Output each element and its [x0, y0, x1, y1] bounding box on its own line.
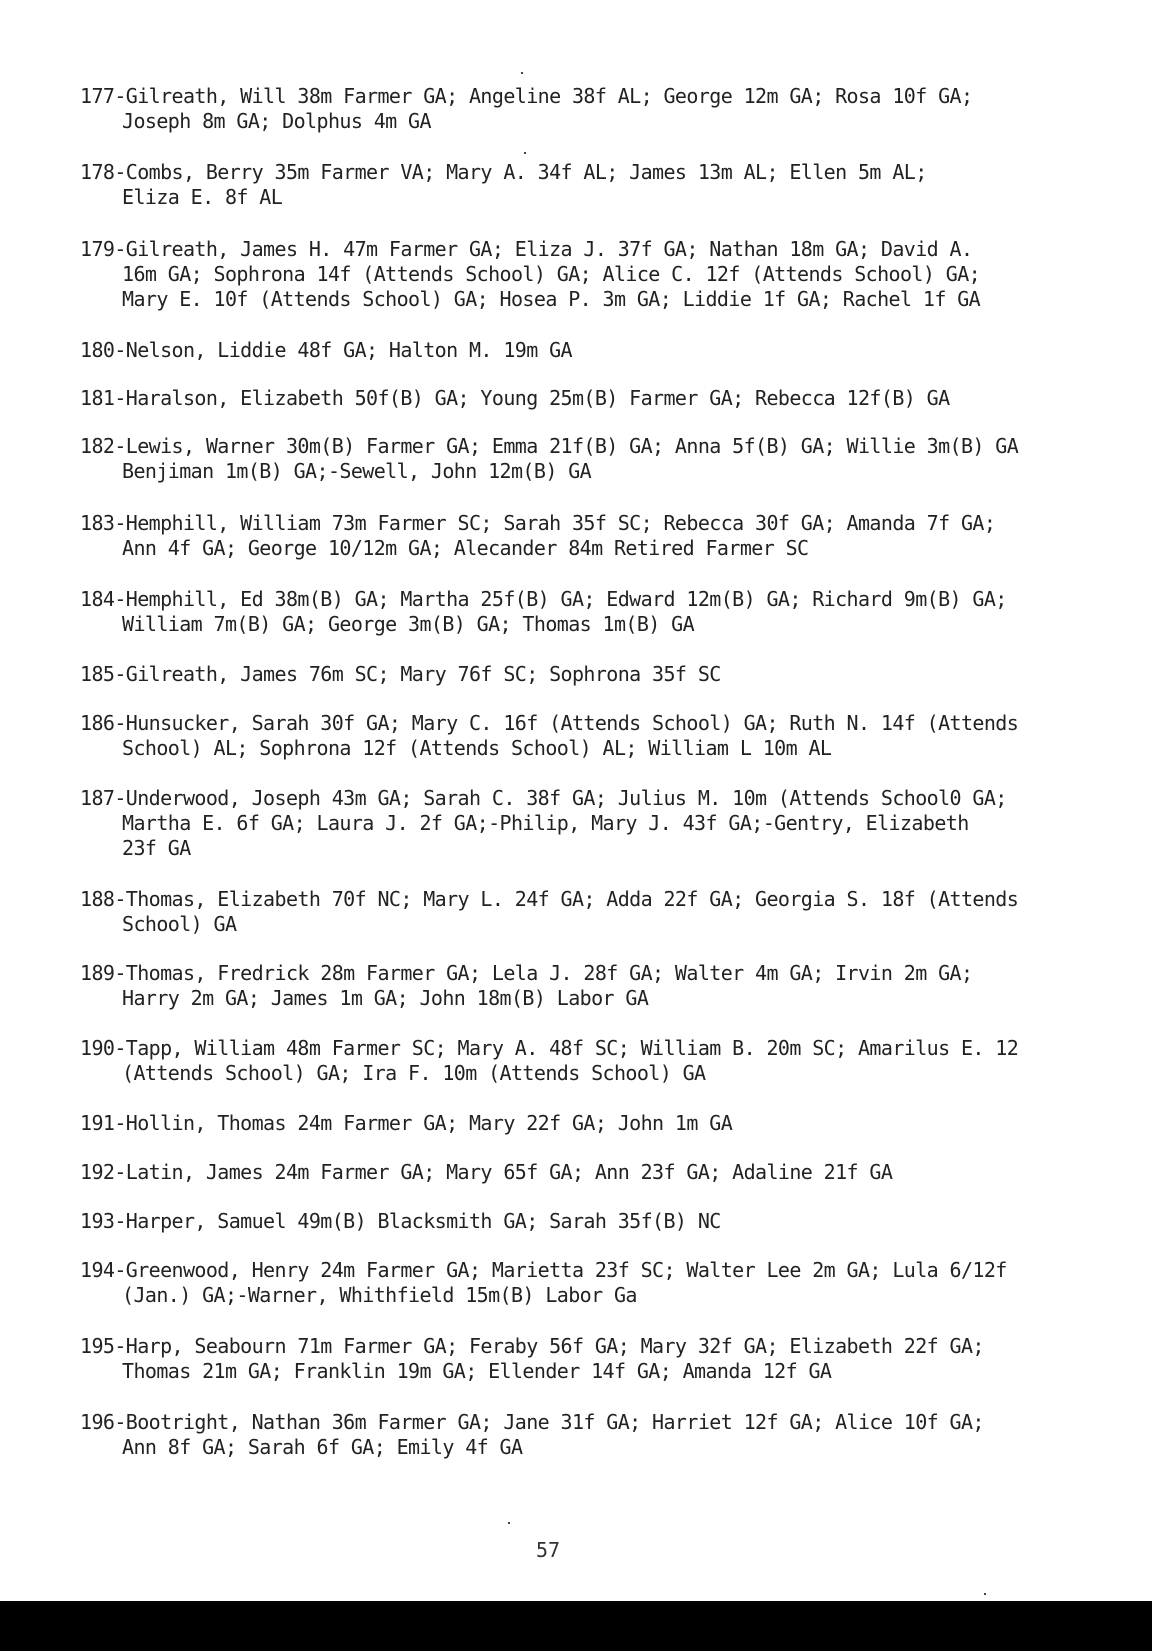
household-entry-185 [80, 662, 721, 687]
scan-speck [508, 1522, 510, 1524]
entry-line: 195-Harp, Seabourn 71m Farmer GA; Feraby 56f GA; Mary 32f GA; Elizabeth 22f GA; [80, 1334, 984, 1358]
entry-line: 181-Haralson, Elizabeth 50f(B) GA; Young 25m(B) Farmer GA; Rebecca 12f(B) GA [80, 386, 950, 410]
entry-line: 185-Gilreath, James 76m SC; Mary 76f SC; Sophrona 35f SC [80, 662, 721, 686]
entry-continuation: Martha E. 6f GA; Laura J. 2f GA;-Philip, Mary J. 43f GA;-Gentry, Elizabeth [122, 811, 969, 835]
household-entry-190 [80, 1036, 1018, 1086]
entry-line: 177-Gilreath, Will 38m Farmer GA; Angeline 38f AL; George 12m GA; Rosa 10f GA; [80, 84, 973, 108]
entry-line: 194-Greenwood, Henry 24m Farmer GA; Marietta 23f SC; Walter Lee 2m GA; Lula 6/12f [80, 1258, 1007, 1282]
entry-line: 188-Thomas, Elizabeth 70f NC; Mary L. 24f GA; Adda 22f GA; Georgia S. 18f (Attends [80, 887, 1019, 911]
household-entry-183 [80, 511, 995, 561]
entry-continuation: Thomas 21m GA; Franklin 19m GA; Ellender 14f GA; Amanda 12f GA [122, 1359, 832, 1383]
page-number: 57 [536, 1538, 561, 1562]
household-entry-192 [80, 1160, 892, 1185]
entry-line: 191-Hollin, Thomas 24m Farmer GA; Mary 22f GA; John 1m GA [80, 1111, 733, 1135]
scan-speck [984, 1593, 986, 1595]
household-entry-184 [80, 587, 1007, 637]
entry-line: 193-Harper, Samuel 49m(B) Blacksmith GA; Sarah 35f(B) NC [80, 1209, 721, 1233]
scan-speck [521, 72, 523, 74]
household-entry-193 [80, 1209, 721, 1234]
entry-continuation: Eliza E. 8f AL [122, 185, 283, 209]
household-entry-180 [80, 338, 572, 363]
entry-continuation: 23f GA [122, 836, 191, 860]
entry-line: 187-Underwood, Joseph 43m GA; Sarah C. 38f GA; Julius M. 10m (Attends School0 GA; [80, 786, 1007, 810]
household-entry-188 [80, 887, 1018, 937]
entry-continuation: Ann 4f GA; George 10/12m GA; Alecander 84m Retired Farmer SC [122, 536, 809, 560]
entry-continuation: School) AL; Sophrona 12f (Attends School) AL; William L 10m AL [122, 736, 832, 760]
household-entry-194 [80, 1258, 1007, 1308]
entry-continuation: (Jan.) GA;-Warner, Whithfield 15m(B) Labor Ga [122, 1283, 637, 1307]
entry-continuation: Joseph 8m GA; Dolphus 4m GA [122, 109, 431, 133]
entry-line: 183-Hemphill, William 73m Farmer SC; Sarah 35f SC; Rebecca 30f GA; Amanda 7f GA; [80, 511, 996, 535]
entry-continuation: Mary E. 10f (Attends School) GA; Hosea P. 3m GA; Liddie 1f GA; Rachel 1f GA [122, 287, 981, 311]
entry-continuation: Benjiman 1m(B) GA;-Sewell, John 12m(B) GA [122, 459, 592, 483]
household-entry-179 [80, 237, 980, 312]
entry-line: 182-Lewis, Warner 30m(B) Farmer GA; Emma 21f(B) GA; Anna 5f(B) GA; Willie 3m(B) GA [80, 434, 1019, 458]
household-entry-186 [80, 711, 1018, 761]
entry-line: 178-Combs, Berry 35m Farmer VA; Mary A. 34f AL; James 13m AL; Ellen 5m AL; [80, 160, 927, 184]
entry-continuation: Ann 8f GA; Sarah 6f GA; Emily 4f GA [122, 1435, 523, 1459]
entry-line: 189-Thomas, Fredrick 28m Farmer GA; Lela J. 28f GA; Walter 4m GA; Irvin 2m GA; [80, 961, 973, 985]
entry-line: 192-Latin, James 24m Farmer GA; Mary 65f GA; Ann 23f GA; Adaline 21f GA [80, 1160, 893, 1184]
entry-line: 180-Nelson, Liddie 48f GA; Halton M. 19m GA [80, 338, 572, 362]
household-entry-178 [80, 160, 927, 210]
household-entry-182 [80, 434, 1018, 484]
household-entry-195 [80, 1334, 984, 1384]
household-entry-191 [80, 1111, 732, 1136]
entry-continuation: School) GA [122, 912, 237, 936]
household-entry-187 [80, 786, 1007, 861]
entry-line: 190-Tapp, William 48m Farmer SC; Mary A. 48f SC; William B. 20m SC; Amarilus E. 12 [80, 1036, 1019, 1060]
scan-speck [524, 152, 526, 154]
entry-line: 196-Bootright, Nathan 36m Farmer GA; Jane 31f GA; Harriet 12f GA; Alice 10f GA; [80, 1410, 984, 1434]
household-entry-189 [80, 961, 972, 1011]
entry-line: 184-Hemphill, Ed 38m(B) GA; Martha 25f(B) GA; Edward 12m(B) GA; Richard 9m(B) GA; [80, 587, 1007, 611]
scan-edge-band [0, 1601, 1152, 1651]
household-entry-177 [80, 84, 972, 134]
entry-continuation: Harry 2m GA; James 1m GA; John 18m(B) Labor GA [122, 986, 649, 1010]
entry-line: 179-Gilreath, James H. 47m Farmer GA; Eliza J. 37f GA; Nathan 18m GA; David A. [80, 237, 973, 261]
entry-continuation: 16m GA; Sophrona 14f (Attends School) GA; Alice C. 12f (Attends School) GA; [122, 262, 981, 286]
entry-continuation: William 7m(B) GA; George 3m(B) GA; Thomas 1m(B) GA [122, 612, 695, 636]
entry-line: 186-Hunsucker, Sarah 30f GA; Mary C. 16f (Attends School) GA; Ruth N. 14f (Attends [80, 711, 1019, 735]
household-entry-196 [80, 1410, 984, 1460]
entry-continuation: (Attends School) GA; Ira F. 10m (Attends School) GA [122, 1061, 706, 1085]
household-entry-181 [80, 386, 950, 411]
